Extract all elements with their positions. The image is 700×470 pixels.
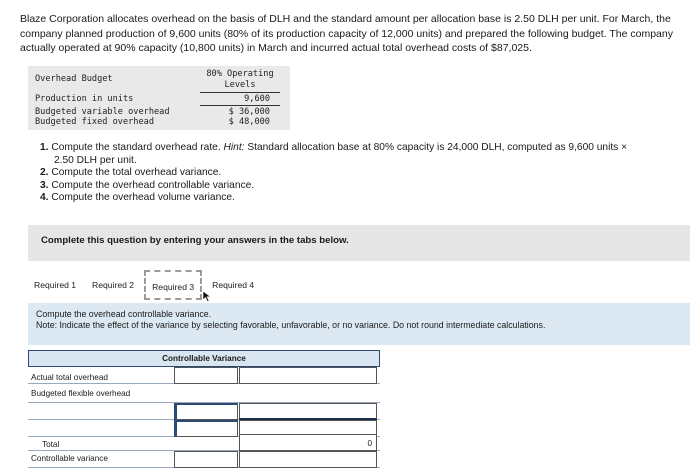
- row-label: Controllable variance: [31, 454, 108, 463]
- task-number: 2.: [40, 167, 49, 179]
- operating-levels-line2: Levels: [224, 80, 256, 90]
- total-label: Total: [42, 440, 60, 449]
- fixed-overhead-label: Budgeted fixed overhead: [35, 117, 154, 127]
- controllable-variance-table: [28, 350, 380, 468]
- task-3: [40, 180, 692, 193]
- table-row: [28, 386, 380, 403]
- production-label: Production in units: [35, 94, 134, 104]
- task-text: Compute the overhead volume variance.: [51, 192, 235, 204]
- controllable-variance-row: [28, 451, 380, 468]
- requirement-instructions: [28, 303, 690, 345]
- table-header: Controllable Variance: [28, 350, 380, 367]
- total-value: 0: [367, 439, 372, 448]
- task-text: Compute the overhead controllable variance.: [51, 179, 255, 191]
- tab-required-2[interactable]: Required 2: [92, 280, 135, 290]
- tab-required-1[interactable]: Required 1: [34, 280, 77, 290]
- operating-levels-line1: 80% Operating: [206, 69, 274, 79]
- variance-type-select[interactable]: [239, 451, 377, 468]
- task-number: 3.: [40, 179, 49, 191]
- requirement-note: Note: Indicate the effect of the variance by selecting favorable, unfavorable, or no variance. Do not round intermediate calculations.: [36, 319, 546, 330]
- task-2: [40, 167, 692, 180]
- total-amount: [239, 434, 377, 451]
- requirement-prompt: Compute the overhead controllable variance.: [36, 309, 212, 319]
- table-row: [28, 367, 380, 384]
- fixed-overhead-value: $ 48,000: [228, 117, 270, 127]
- hint-text: Standard allocation base at 80% capacity is 24,000 DLH, computed as 9,600 units ×: [247, 142, 628, 153]
- task-1-continued: 2.50 DLH per unit.: [54, 154, 137, 166]
- production-value: 9,600: [244, 94, 270, 104]
- task-4: [40, 192, 692, 205]
- budget-header: Overhead Budget: [35, 74, 113, 84]
- operating-levels-header: [200, 69, 280, 91]
- required-tabs: [28, 270, 264, 300]
- variable-overhead-label: Budgeted variable overhead: [35, 107, 170, 117]
- task-list: [40, 142, 692, 205]
- task-text: Compute the standard overhead rate.: [51, 142, 221, 153]
- row-label: Budgeted flexible overhead: [31, 389, 131, 398]
- task-1: [40, 142, 692, 155]
- variable-overhead-value: $ 36,000: [228, 107, 270, 117]
- amount-input[interactable]: [239, 403, 377, 420]
- overhead-budget-table: [28, 66, 290, 130]
- hint-label: Hint:: [223, 142, 245, 153]
- amount-input[interactable]: [174, 451, 238, 468]
- divider: [200, 105, 280, 106]
- problem-statement: Blaze Corporation allocates overhead on the basis of DLH and the standard amount per allocation base is 2.50 DLH per unit. For March, the company planned production of 9,600 units (80% of its production capacity of 12,000 units) and prepared the following budget. The company actually operated at 90% capacity (10,800 units) in March and incurred actual total overhead costs of $87,025.: [20, 13, 673, 54]
- instruction-banner: Complete this question by entering your answers in the tabs below.: [28, 225, 690, 261]
- total-row: [28, 434, 380, 451]
- tab-required-3[interactable]: Required 3: [144, 270, 202, 300]
- mouse-pointer-icon: [202, 290, 212, 302]
- tab-required-4[interactable]: Required 4: [212, 280, 255, 290]
- table-row: [28, 403, 380, 420]
- task-number: 1.: [40, 142, 49, 153]
- row-label: Actual total overhead: [31, 373, 108, 382]
- task-text: Compute the total overhead variance.: [51, 167, 222, 179]
- amount-input[interactable]: [174, 403, 238, 420]
- divider: [200, 92, 280, 93]
- task-number: 4.: [40, 192, 49, 204]
